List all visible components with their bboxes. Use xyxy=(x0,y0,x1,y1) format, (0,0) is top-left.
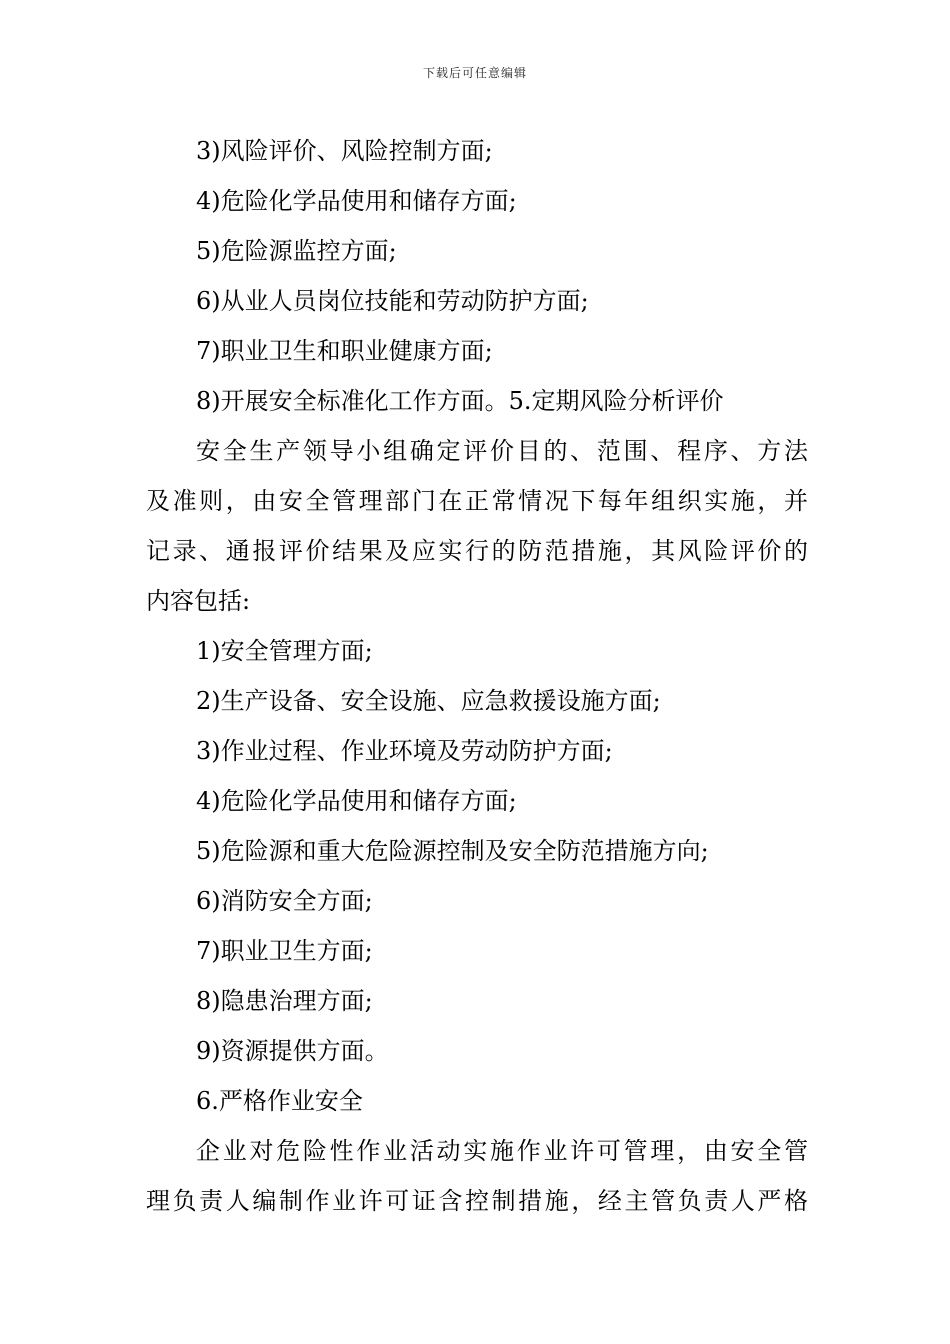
list-item: 9)资源提供方面。 xyxy=(196,1037,389,1065)
list-item: 7)职业卫生和职业健康方面; xyxy=(196,337,493,365)
paragraph-line: 理负责人编制作业许可证含控制措施，经主管负责人严格 xyxy=(146,1187,808,1215)
list-item: 3)作业过程、作业环境及劳动防护方面; xyxy=(196,737,613,765)
list-item: 8)开展安全标准化工作方面。5.定期风险分析评价 xyxy=(196,387,724,415)
list-item: 1)安全管理方面; xyxy=(196,637,373,665)
paragraph-line: 记录、通报评价结果及应实行的防范措施，其风险评价的 xyxy=(146,537,808,565)
list-item: 4)危险化学品使用和储存方面; xyxy=(196,187,517,215)
list-item: 3)风险评价、风险控制方面; xyxy=(196,137,493,165)
paragraph-line: 企业对危险性作业活动实施作业许可管理，由安全管 xyxy=(196,1137,808,1165)
page-header: 下载后可任意编辑 xyxy=(422,66,527,80)
list-item: 6)从业人员岗位技能和劳动防护方面; xyxy=(196,287,589,315)
list-item: 4)危险化学品使用和储存方面; xyxy=(196,787,517,815)
section-heading: 6.严格作业安全 xyxy=(196,1087,363,1115)
paragraph-line: 内容包括: xyxy=(146,587,251,615)
list-item: 8)隐患治理方面; xyxy=(196,987,373,1015)
list-item: 7)职业卫生方面; xyxy=(196,937,373,965)
list-item: 2)生产设备、安全设施、应急救援设施方面; xyxy=(196,687,661,715)
list-item: 5)危险源和重大危险源控制及安全防范措施方向; xyxy=(196,837,709,865)
paragraph-line: 安全生产领导小组确定评价目的、范围、程序、方法 xyxy=(196,437,808,465)
list-item: 6)消防安全方面; xyxy=(196,887,373,915)
paragraph-line: 及准则，由安全管理部门在正常情况下每年组织实施，并 xyxy=(146,487,808,515)
list-item: 5)危险源监控方面; xyxy=(196,237,397,265)
document-body xyxy=(146,126,808,1226)
